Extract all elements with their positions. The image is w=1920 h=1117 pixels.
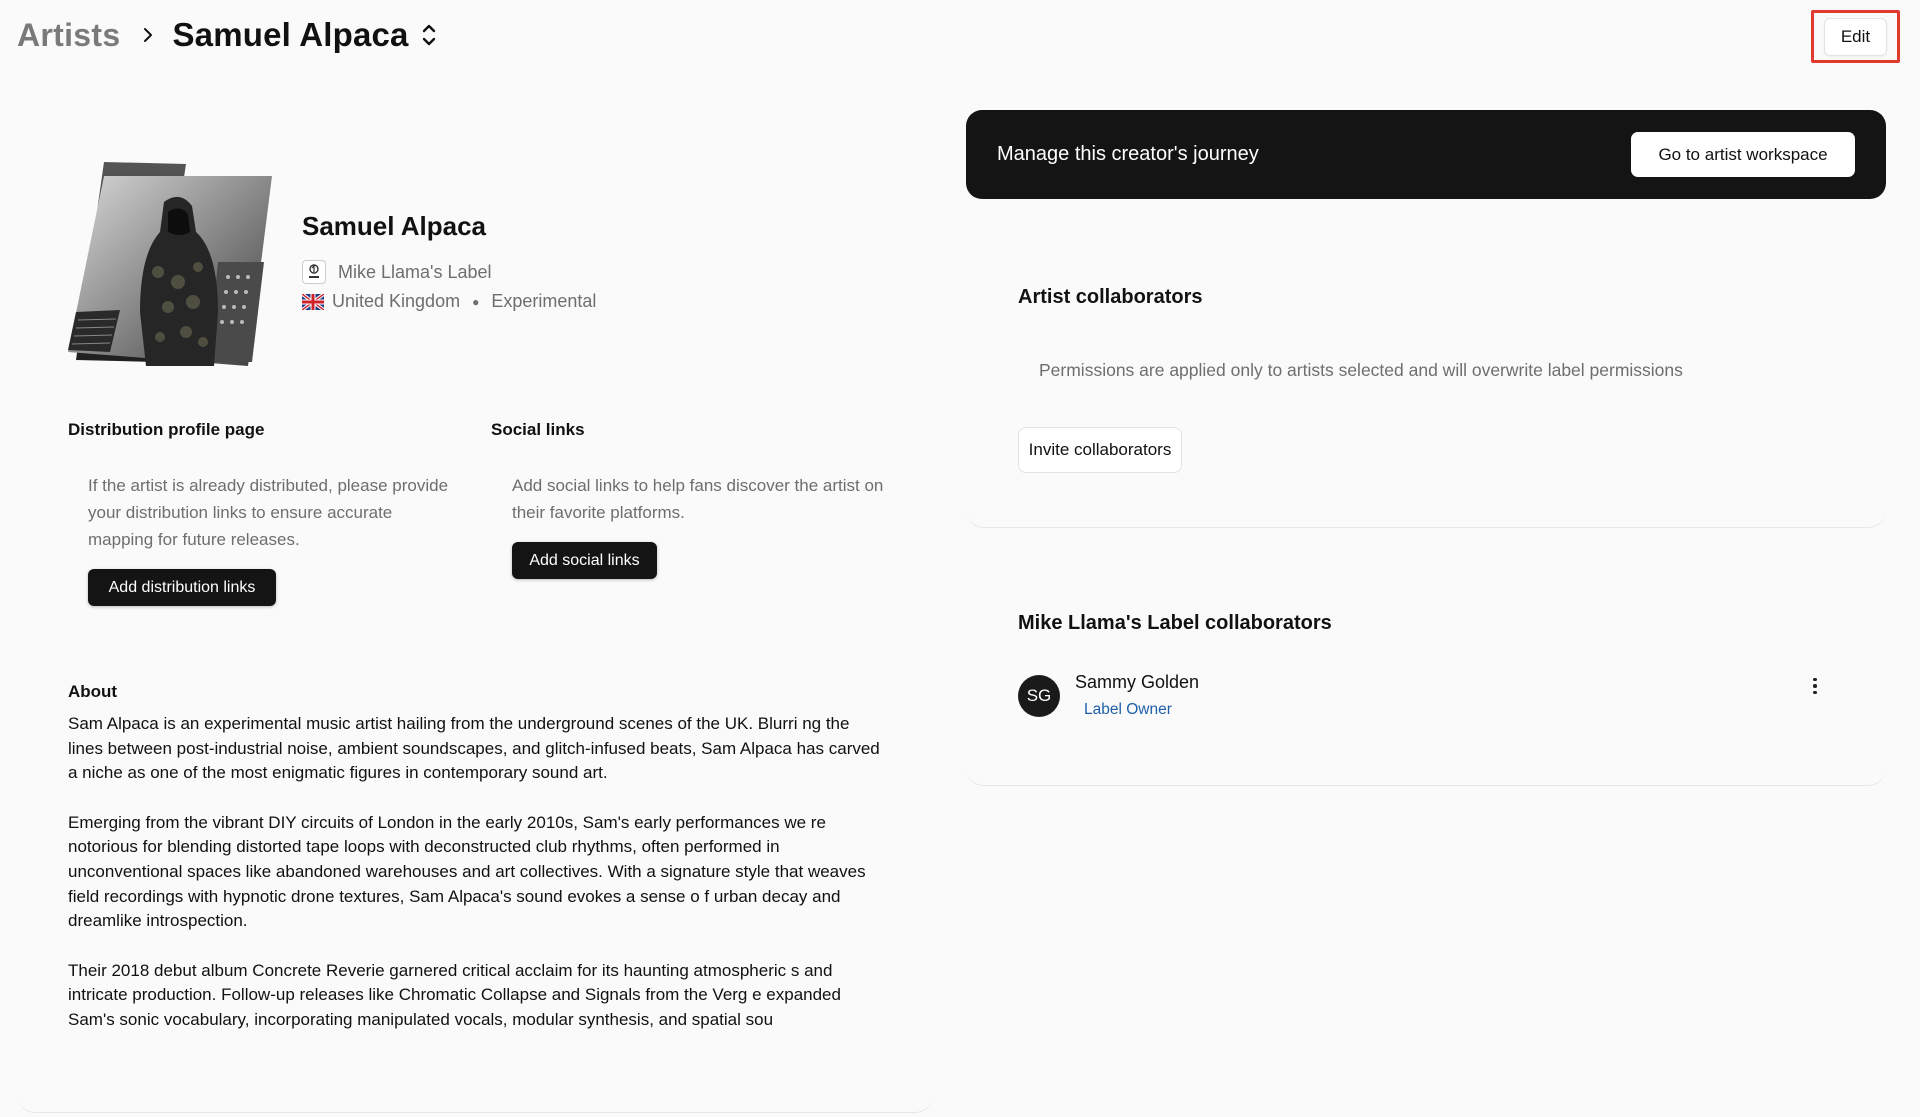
artist-collaborators-panel bbox=[966, 240, 1886, 528]
social-links-description: Add social links to help fans discover the artist on their favorite platforms. bbox=[512, 476, 884, 522]
breadcrumb-artists-link[interactable]: Artists bbox=[17, 16, 121, 53]
artist-genre: Experimental bbox=[491, 291, 597, 311]
add-social-links-button[interactable]: Add social links bbox=[512, 542, 657, 579]
uk-flag-icon bbox=[302, 294, 324, 310]
artist-country-row bbox=[302, 291, 596, 312]
collaborator-role: Label Owner bbox=[1084, 701, 1172, 718]
label-collaborators-panel bbox=[966, 560, 1886, 786]
distribution-description: If the artist is already distributed, please provide your distribution links to ensure accurate mapping for future releases. bbox=[88, 476, 449, 549]
about-text bbox=[68, 712, 886, 1057]
artist-collaborators-title: Artist collaborators bbox=[1018, 286, 1203, 308]
creator-journey-text: Manage this creator's journey bbox=[997, 143, 1259, 165]
artist-label-name: Mike Llama's Label bbox=[338, 261, 492, 282]
label-collaborators-title: Mike Llama's Label collaborators bbox=[1018, 612, 1332, 634]
artist-collaborators-description: Permissions are applied only to artists selected and will overwrite label permissions bbox=[1039, 360, 1683, 380]
breadcrumb bbox=[17, 12, 437, 58]
edit-button[interactable]: Edit bbox=[1824, 18, 1887, 56]
artist-country: United Kingdom bbox=[332, 291, 461, 311]
add-distribution-links-button[interactable]: Add distribution links bbox=[88, 569, 276, 606]
breadcrumb-current-artist: Samuel Alpaca bbox=[172, 16, 409, 53]
dot-separator: ● bbox=[472, 294, 480, 309]
distribution-section-title: Distribution profile page bbox=[68, 420, 265, 439]
about-paragraph: Sam Alpaca is an experimental music artist hailing from the underground scenes of the UK. Blurri ng the lines between post-industrial noise, ambient soundscapes, and glitch-infused beats, Sam Alpaca has carved a niche as one of the most enigmatic figures in contemporary sound art. bbox=[68, 714, 880, 783]
chevron-right-icon bbox=[142, 26, 154, 44]
invite-collaborators-button[interactable]: Invite collaborators bbox=[1018, 427, 1182, 473]
social-links-section-title: Social links bbox=[491, 420, 585, 439]
collaborator-name: Sammy Golden bbox=[1075, 672, 1200, 692]
edit-button-highlight bbox=[1811, 10, 1900, 63]
artist-cover-image bbox=[68, 162, 272, 366]
about-section-title: About bbox=[68, 682, 118, 701]
more-vertical-icon[interactable] bbox=[1805, 674, 1825, 698]
go-to-artist-workspace-button[interactable]: Go to artist workspace bbox=[1631, 132, 1855, 177]
avatar: SG bbox=[1018, 675, 1060, 717]
label-logo-icon bbox=[302, 260, 326, 284]
about-paragraph: Their 2018 debut album Concrete Reverie garnered critical acclaim for its haunting atmospheric s and intricate production. Follow-up releases like Chromatic Collapse and Signals from the Verg e expanded Sam's sonic vocabulary, incorporating manipulated vocals, modular synthesis, and spatial sou bbox=[68, 960, 841, 1030]
artist-name: Samuel Alpaca bbox=[302, 211, 487, 241]
about-paragraph: Emerging from the vibrant DIY circuits of London in the early 2010s, Sam's early performances we re notorious for blending distorted tape loops with deconstructed club rhythms, often performed in unconventional spaces like abandoned warehouses and art collectives. With a signature style that weaves field recordings with hypnotic drone textures, Sam Alpaca's sound evokes a sense o f urban decay and dreamlike introspection. bbox=[68, 812, 866, 931]
chevron-up-down-icon[interactable] bbox=[421, 22, 437, 48]
artist-label-row bbox=[302, 260, 492, 284]
creator-journey-banner bbox=[966, 110, 1886, 199]
